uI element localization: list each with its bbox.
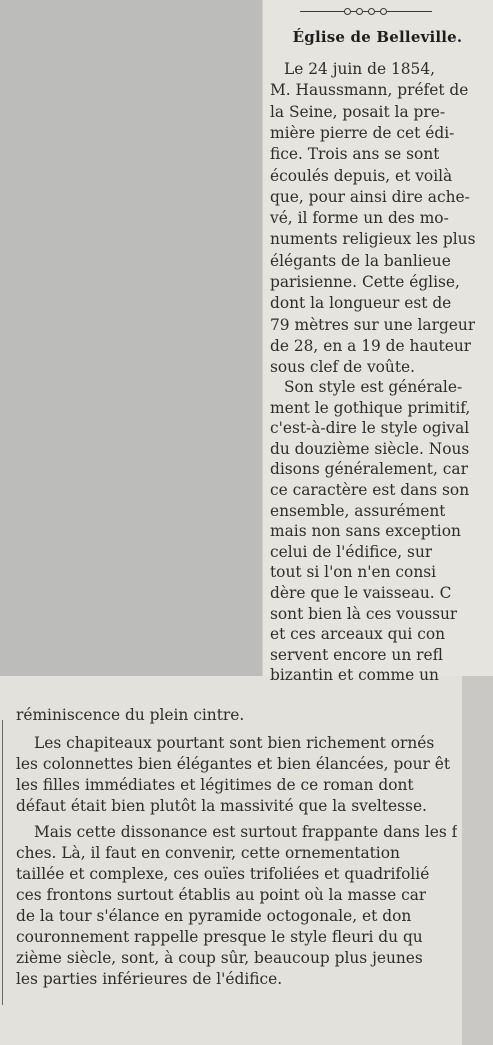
ornamental-rule (300, 8, 432, 16)
column-line: numents religieux les plus (270, 230, 476, 249)
column-line: sous clef de voûte. (270, 358, 416, 377)
column-line: disons généralement, car (270, 460, 468, 479)
wide-line: les filles immédiates et légitimes de ce roman dont (16, 776, 414, 794)
column-line: Le 24 juin de 1854, (284, 60, 436, 78)
column-line: mais non sans exception (270, 522, 461, 541)
column-line: et ces arceaux qui con (270, 625, 446, 644)
column-line: du douzième siècle. Nous (270, 439, 470, 458)
column-line: que, pour ainsi dire ache- (270, 187, 470, 206)
wide-line: défaut était bien plutôt la massivité que la sveltesse. (16, 797, 427, 815)
column-line: Son style est générale- (284, 378, 463, 396)
column-line: dère que le vaisseau. C (270, 584, 452, 602)
column-line: mière pierre de cet édi- (270, 123, 455, 142)
article-title: Église de Belleville. (292, 28, 463, 46)
column-line: ce caractère est dans son (270, 481, 470, 499)
column-line: bizantin et comme un (270, 666, 439, 685)
column-line: dont la longueur est de (270, 294, 452, 313)
column-line: élégants de la banlieue (270, 251, 451, 270)
column-line: ensemble, assurément (270, 501, 446, 520)
wide-line: les colonnettes bien élégantes et bien élancées, pour êt (16, 755, 451, 773)
column-line: vé, il forme un des mo- (270, 209, 449, 228)
column-line: servent encore un refl (270, 645, 443, 664)
wide-line: les parties inférieures de l'édifice. (16, 970, 283, 988)
grey-backdrop (0, 0, 265, 676)
column-line: la Seine, posait la pre- (270, 102, 446, 121)
column-line: de 28, en a 19 de hauteur (270, 336, 472, 355)
column-line: celui de l'édifice, sur (270, 542, 433, 561)
column-line: c'est-à-dire le style ogival (270, 419, 470, 438)
column-line: tout si l'on n'en consi (270, 563, 437, 582)
wide-line: Les chapiteaux pourtant sont bien richement ornés (34, 734, 435, 752)
column-line: écoulés depuis, et voilà (270, 166, 453, 185)
column-line: M. Haussmann, préfet de (270, 81, 469, 100)
right-edge-strip (462, 676, 493, 1045)
wide-line: zième siècle, sont, à coup sûr, beaucoup plus jeunes (16, 949, 423, 967)
column-line: parisienne. Cette église, (270, 273, 460, 291)
column-line: fice. Trois ans se sont (270, 145, 440, 164)
column-line: ment le gothique primitif, (270, 398, 471, 417)
wide-line: taillée et complexe, ces ouïes trifoliées et quadrifolié (16, 865, 430, 883)
column-line: sont bien là ces voussur (270, 604, 458, 623)
column-line: 79 mètres sur une largeur (270, 315, 476, 334)
wide-line: réminiscence du plein cintre. (16, 706, 245, 724)
wide-line: Mais cette dissonance est surtout frappante dans les f (34, 823, 458, 841)
wide-line: de la tour s'élance en pyramide octogonale, et don (16, 907, 412, 925)
wide-line: couronnement rappelle presque le style fleuri du qu (16, 928, 423, 946)
wide-line: ches. Là, il faut en convenir, cette ornementation (16, 844, 400, 862)
left-margin-rule (2, 720, 3, 1005)
wide-line: ces frontons surtout établis au point où la masse car (16, 886, 427, 904)
